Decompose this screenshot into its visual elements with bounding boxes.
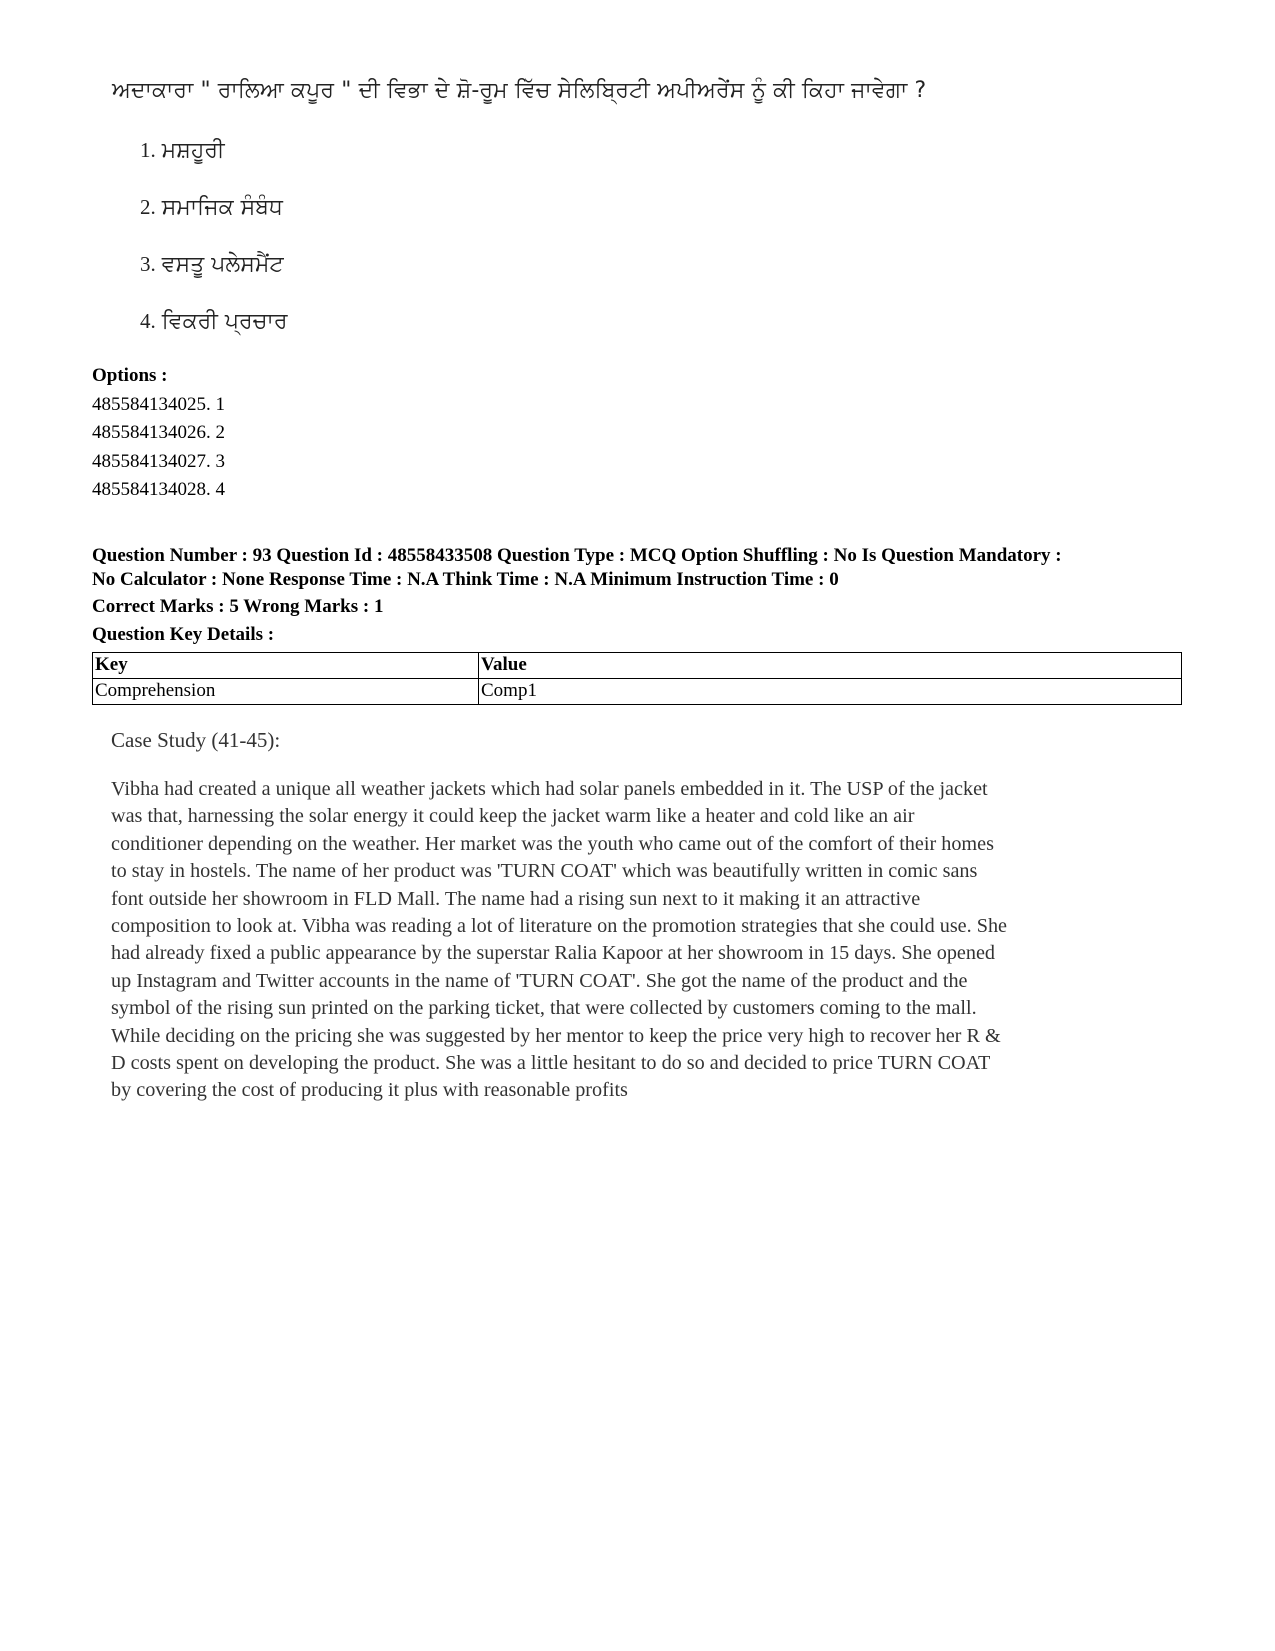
case-study-title: Case Study (41-45): [111,728,281,752]
case-study-line: to stay in hostels. The name of her product was 'TURN COAT' which was beautifully written in comic sans [111,860,978,883]
table-row [93,679,1182,705]
case-study-line: While deciding on the pricing she was suggested by her mentor to keep the price very high to recover her R & [111,1024,1001,1047]
header-key: Key [93,653,479,679]
cell-value: Comp1 [479,679,1182,705]
question-meta-line1: Question Number : 93 Question Id : 48558433508 Question Type : MCQ Option Shuffling : No Is Question Mandatory : [92,545,1062,566]
cell-key: Comprehension [93,679,479,705]
choice-item [140,135,287,192]
choice-item [140,306,287,363]
option-id: 485584134025. 1 [92,393,225,415]
question-meta-line2: No Calculator : None Response Time : N.A Think Time : N.A Minimum Instruction Time : 0 [92,569,839,590]
choice-text: ਮਸ਼ਹੂਰੀ [161,138,225,163]
choice-number: 1. [140,138,156,162]
choice-number: 3. [140,252,156,276]
case-study-body [111,776,1161,1105]
choice-item [140,192,287,249]
question-stem: ਅਦਾਕਾਰਾ " ਰਾਲਿਆ ਕਪੂਰ " ਦੀ ਵਿਭਾ ਦੇ ਸ਼ੋ-ਰੂਮ ਵਿੱਚ ਸੇਲਿਬ੍ਰਿਟੀ ਅਪੀਅਰੇਂਸ ਨੂੰ ਕੀ ਕਿਹਾ ਜਾਵੇਗਾ ? [112,78,927,103]
choice-text: ਵਿਕਰੀ ਪ੍ਰਚਾਰ [161,309,288,334]
options-block [92,362,225,505]
options-title: Options : [92,365,168,386]
case-study-line: Vibha had created a unique all weather jackets which had solar panels embedded in it. The USP of the jacket [111,778,988,800]
key-details-table [92,652,1182,705]
case-study-line: conditioner depending on the weather. Her market was the youth who came out of the comfort of their homes [111,832,994,855]
choice-text: ਵਸਤੂ ਪਲੇਸਮੈਂਟ [161,252,284,277]
case-study-line: font outside her showroom in FLD Mall. The name had a rising sun next to it making it an attractive [111,887,921,910]
case-study-line: was that, harnessing the solar energy it could keep the jacket warm like a heater and cold like an air [111,805,915,828]
case-study-line: up Instagram and Twitter accounts in the name of 'TURN COAT'. She got the name of the product and the [111,969,968,992]
option-id: 485584134027. 3 [92,450,225,472]
case-study-line: symbol of the rising sun printed on the parking ticket, that were collected by customers coming to the mall. [111,997,977,1020]
choice-item [140,249,287,306]
choice-number: 4. [140,309,156,333]
case-study-line: D costs spent on developing the product. She was a little hesitant to do so and decided to price TURN COAT [111,1052,991,1075]
choice-text: ਸਮਾਜਿਕ ਸੰਬੰਧ [161,195,283,220]
question-choices [140,135,287,363]
marks-line: Correct Marks : 5 Wrong Marks : 1 [92,596,384,617]
question-meta [92,544,1212,592]
option-id: 485584134026. 2 [92,422,225,443]
option-id: 485584134028. 4 [92,479,225,500]
case-study-line: by covering the cost of producing it plus with reasonable profits [111,1079,628,1102]
key-details-title: Question Key Details : [92,624,275,645]
header-value: Value [479,653,1182,679]
choice-number: 2. [140,195,156,219]
table-header-row [93,653,1182,679]
case-study-line: had already fixed a public appearance by the superstar Ralia Kapoor at her showroom in 15 days. She opened [111,942,996,965]
case-study-line: composition to look at. Vibha was reading a lot of literature on the promotion strategies that she could use. She [111,915,1008,938]
